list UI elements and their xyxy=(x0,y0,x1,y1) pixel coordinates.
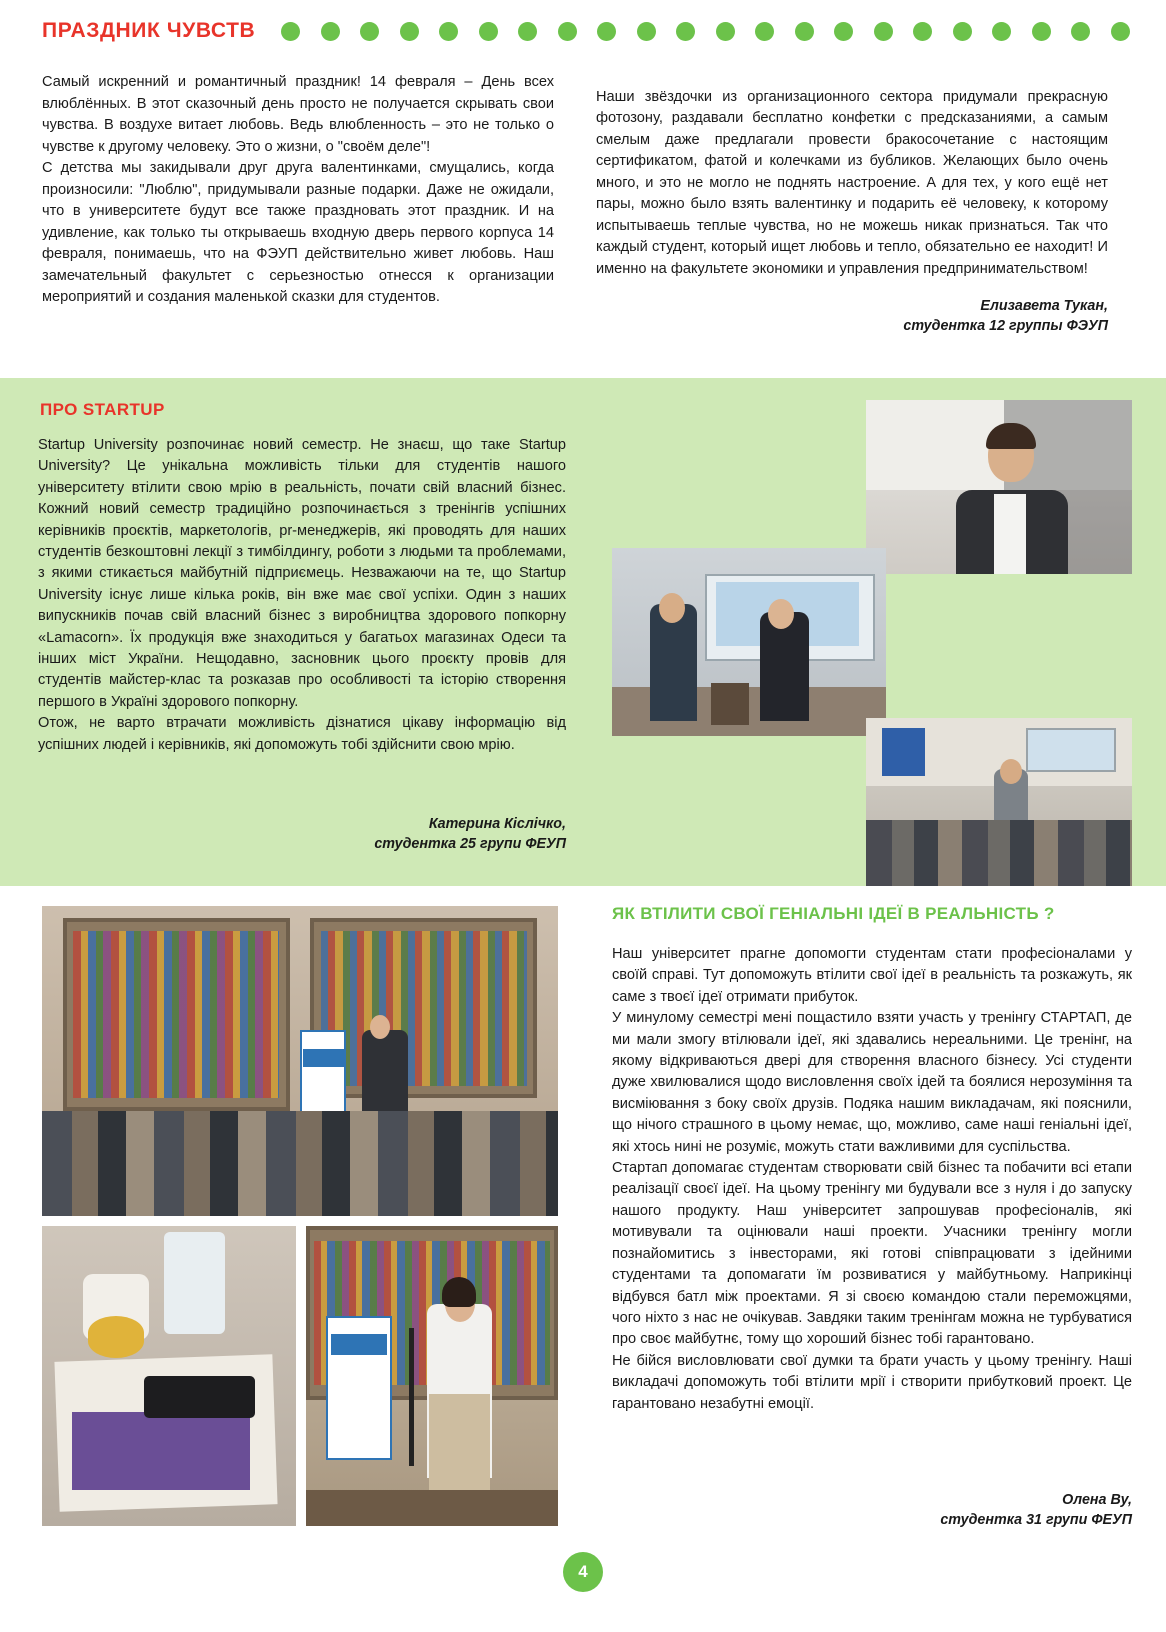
photo-speaker-portrait xyxy=(866,400,1132,574)
decorative-dot xyxy=(1111,22,1130,41)
section1-title: ПРАЗДНИК ЧУВСТВ xyxy=(42,19,256,42)
section3-signature-name: Олена Ву, xyxy=(1062,1492,1132,1508)
photo-library-seminar xyxy=(42,906,558,1216)
section-holiday-of-feelings xyxy=(0,0,1166,382)
decorative-dot xyxy=(953,22,972,41)
decorative-dot xyxy=(755,22,774,41)
decorative-dot xyxy=(281,22,300,41)
decorative-dot xyxy=(992,22,1011,41)
decorative-dots-row xyxy=(281,22,1132,41)
section3-signature-role: студентка 31 групи ФЕУП xyxy=(940,1512,1132,1528)
section1-left-text: Самый искренний и романтичный праздник! 14 февраля – День всех влюблённых. В этот сказочный день просто не получается скрывать свои чувства. В воздухе витает любовь. Ведь влюбленность – это не только о чувстве к другому человеку. Это о жизни, о "своём деле"! С детства мы закидывали друг друга валентинками, смущались, когда произносили: "Люблю", придумывали разные подарки. Даже не ожидали, что в университете будут все также праздновать этот праздник. И на удивление, как только ты открываешь входную дверь первого корпуса 14 февраля, понимаешь, что на ФЭУП действительно живет любовь. Наш замечательный факультет с серьезностью отнесся к организации мероприятий и создания маленькой сказки для студентов. xyxy=(42,74,554,305)
section1-right-column xyxy=(596,72,1108,336)
decorative-dot xyxy=(913,22,932,41)
photo-desk-notes xyxy=(42,1226,296,1526)
section3-signature xyxy=(612,1490,1132,1530)
decorative-dot xyxy=(439,22,458,41)
section1-left-column xyxy=(42,72,554,309)
section1-signature-name: Елизавета Тукан, xyxy=(980,298,1108,315)
section1-right-text: Наши звёздочки из организационного сектора придумали прекрасную фотозону, раздавали бесплатно конфетки с предсказаниями, а самым смелым даже предлагали провести бракосочетание с настоящим сертификатом, фатой и колечками из бубликов. Желающих было очень много, и это не могло не поднять настроение. А для тех, у кого ещё нет пары, можно было взять валентинку и подарить её человеку, к которому испытываешь теплые чувства, но не можешь никак признаться. Так что каждый студент, который ищет любовь и тепло, обязательно ее находит! И именно на факультете экономики и управления предпринимательством! xyxy=(596,88,1108,277)
section1-header xyxy=(42,14,1132,48)
decorative-dot xyxy=(597,22,616,41)
decorative-dot xyxy=(558,22,577,41)
section2-signature-role: студентка 25 групи ФЕУП xyxy=(374,836,566,852)
section3-title: ЯК ВТІЛИТИ СВОЇ ГЕНІАЛЬНІ ІДЕЇ В РЕАЛЬНІСТЬ ? xyxy=(612,904,1055,923)
decorative-dot xyxy=(637,22,656,41)
section-pro-startup xyxy=(0,378,1166,886)
decorative-dot xyxy=(518,22,537,41)
section-how-to-realize-ideas xyxy=(0,886,1166,1632)
decorative-dot xyxy=(360,22,379,41)
section1-signature-role: студентка 12 группы ФЭУП xyxy=(903,318,1108,335)
decorative-dot xyxy=(321,22,340,41)
page-number-badge: 4 xyxy=(563,1552,603,1592)
section3-text: Наш університет прагне допомогти студентам стати професіоналами у своїй справі. Тут допоможуть втілити свої ідеї в реальність та розкажуть, як саме з твоєї ідеї отримати прибуток. У минулому семестрі мені пощастило взяти участь у тренінгу СТАРТАП, де ми мали змогу втілювали ідеї, які здавались нереальними. Це тренінг, на якому відкриваються двері для створення власного бізнесу. Усі студенти дуже хвилювалися щодо висловлення своїх ідей та боялися нерозуміння та висміювання з боку своїх друзів. Подяка нашим викладачам, які пояснили, що нічого страшного в цьому немає, що, можливо, саме наші геніальні ідеї, які хтось нині не розуміє, можуть стати важливими для суспільства. Стартап допомагає студентам створювати свій бізнес та побачити всі етапи реалізації своєї ідеї. На цьому тренінгу ми будували все з нуля і до запуску нашого продукту. Наш університет запрошував професіоналів, які мотивували та оцінювали наші проекти. Учасники тренінгу могли познайомитись з інвесторами, які готові співпрацювати з ідейними студентами та допомагати їм розвиватися у майбутньому. Наприкінці відбувся батл між проектами. Я зі своєю командою стали переможцями, чого ніхто з нас не очікував. Завдяки таким тренінгам можна не турбуватися про своє майбутнє, тому що хороший бізнес тобі гарантовано. Не бійся висловлювати свої думки та брати участь у цьому тренінгу. Наші викладачі допоможуть тобі втілити мрії і створити прибутковий проект. Це гарантовано незабутні емоції. xyxy=(612,946,1132,1412)
decorative-dot xyxy=(874,22,893,41)
photo-lecture-audience xyxy=(866,718,1132,888)
decorative-dot xyxy=(1032,22,1051,41)
decorative-dot xyxy=(676,22,695,41)
section1-signature xyxy=(596,296,1108,336)
decorative-dot xyxy=(400,22,419,41)
decorative-dot xyxy=(795,22,814,41)
section2-signature xyxy=(38,814,566,854)
decorative-dot xyxy=(716,22,735,41)
photo-girl-microphone xyxy=(306,1226,558,1526)
photo-whiteboard-presentation xyxy=(612,548,886,736)
decorative-dot xyxy=(834,22,853,41)
decorative-dot xyxy=(479,22,498,41)
section2-title: ПРО STARTUP xyxy=(40,400,165,419)
decorative-dot xyxy=(1071,22,1090,41)
section2-text: Startup University розпочинає новий семестр. Не знаєш, що таке Startup University? Це унікальна можливість тільки для студентів нашого університету втілити свою мрію в реальність, почати свій власний бізнес. Кожний новий семестр традиційно розпочинається з тренінгів успішних керівників проєктів, маркетологів, pr-менеджерів, які проводять для наших студентів безкоштовні лекції з тимбілдингу, роботи з людьми та проблемами, з якими стикається майбутній підприємець. Незважаючи на те, що Startup University існує лише кілька років, він вже має свої успіхи. Один з наших випускників почав свій власний бізнес з виробництва здорового попкорну «Lamacorn». Їх продукція вже знаходиться у багатьох магазинах Одеси та інших міст України. Нещодавно, засновник цього проєкту провів для студентів майстер-клас та розказав про особливості та історію створення першого в Україні здорового попкорну. Отож, не варто втрачати можливість дізнатися цікаву інформацію від успішних людей і керівників, які допоможуть тобі здійснити свою мрію. xyxy=(38,437,566,753)
section2-signature-name: Катерина Кіслічко, xyxy=(428,816,566,832)
